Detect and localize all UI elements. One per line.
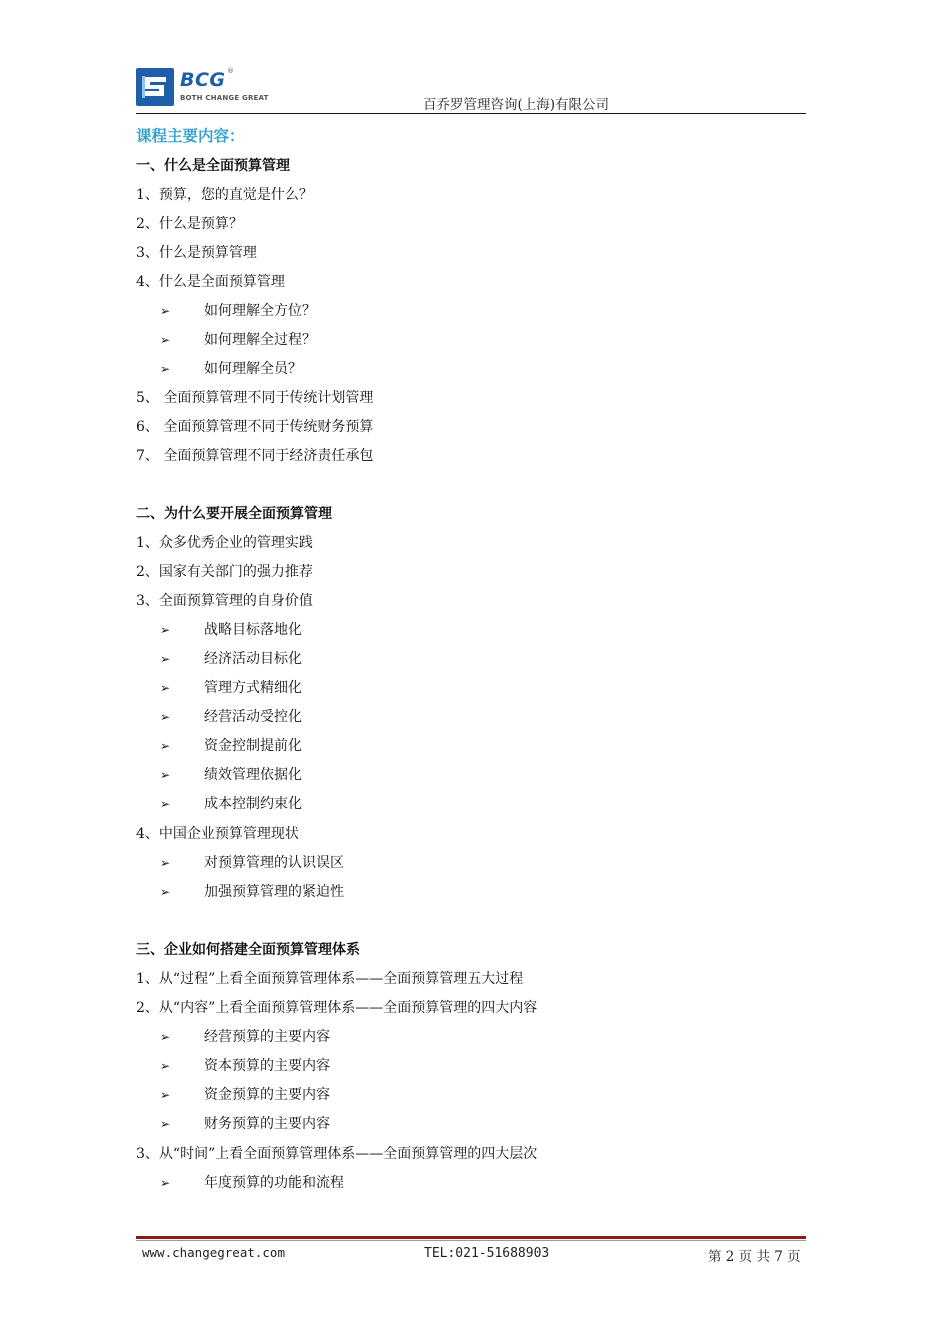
- arrow-bullet-icon: ➢: [160, 739, 171, 753]
- bullet-item: [160, 359, 302, 379]
- arrow-bullet-icon: ➢: [160, 623, 171, 637]
- bullet-text: 如何理解全员？: [204, 361, 302, 377]
- logo-subtitle: BOTH CHANGE GREAT: [180, 94, 269, 102]
- bullet-text: 资金控制提前化: [204, 738, 302, 754]
- arrow-bullet-icon: ➢: [160, 885, 171, 899]
- section-heading: 一、什么是全面预算管理: [136, 158, 290, 174]
- bullet-item: [160, 678, 302, 698]
- list-item: 7、 全面预算管理不同于经济责任承包: [136, 448, 374, 464]
- arrow-bullet-icon: ➢: [160, 1030, 171, 1044]
- list-item: 3、从“时间”上看全面预算管理体系——全面预算管理的四大层次: [136, 1146, 538, 1162]
- section-heading: 二、为什么要开展全面预算管理: [136, 506, 332, 522]
- bcg-logo: [136, 68, 276, 108]
- list-item: 4、什么是全面预算管理: [136, 274, 285, 290]
- bullet-item: [160, 707, 302, 727]
- registered-mark: ®: [227, 67, 234, 75]
- list-item: 1、预算，您的直觉是什么？: [136, 187, 313, 203]
- bullet-text: 年度预算的功能和流程: [204, 1175, 344, 1191]
- bullet-item: [160, 1173, 344, 1193]
- footer-website: www.changegreat.com: [142, 1245, 285, 1260]
- bullet-text: 绩效管理依据化: [204, 767, 302, 783]
- bullet-item: [160, 794, 302, 814]
- section-heading: 三、企业如何搭建全面预算管理体系: [136, 942, 360, 958]
- bullet-item: [160, 301, 316, 321]
- list-item: 4、中国企业预算管理现状: [136, 826, 299, 842]
- arrow-bullet-icon: ➢: [160, 333, 171, 347]
- bullet-text: 加强预算管理的紧迫性: [204, 884, 344, 900]
- bullet-text: 对预算管理的认识误区: [204, 855, 344, 871]
- header-divider: [136, 113, 806, 114]
- list-item: 2、什么是预算？: [136, 216, 243, 232]
- bullet-item: [160, 1027, 330, 1047]
- arrow-bullet-icon: ➢: [160, 1088, 171, 1102]
- bullet-item: [160, 1085, 330, 1105]
- arrow-bullet-icon: ➢: [160, 797, 171, 811]
- list-item: 6、 全面预算管理不同于传统财务预算: [136, 419, 374, 435]
- list-item: 5、 全面预算管理不同于传统计划管理: [136, 390, 374, 406]
- arrow-bullet-icon: ➢: [160, 652, 171, 666]
- bullet-text: 成本控制约束化: [204, 796, 302, 812]
- company-name: 百乔罗管理咨询(上海)有限公司: [423, 97, 610, 113]
- footer-divider-gray: [136, 1240, 806, 1241]
- list-item: 2、国家有关部门的强力推荐: [136, 564, 313, 580]
- bullet-text: 如何理解全过程？: [204, 332, 316, 348]
- list-item: 1、众多优秀企业的管理实践: [136, 535, 313, 551]
- bullet-text: 管理方式精细化: [204, 680, 302, 696]
- arrow-bullet-icon: ➢: [160, 304, 171, 318]
- logo-mark-icon: [136, 68, 174, 106]
- bullet-item: [160, 1056, 330, 1076]
- arrow-bullet-icon: ➢: [160, 681, 171, 695]
- arrow-bullet-icon: ➢: [160, 362, 171, 376]
- arrow-bullet-icon: ➢: [160, 710, 171, 724]
- course-title: 课程主要内容：: [136, 126, 245, 145]
- bullet-item: [160, 620, 302, 640]
- bullet-item: [160, 765, 302, 785]
- bullet-text: 经营预算的主要内容: [204, 1029, 330, 1045]
- footer-divider-red: [136, 1236, 806, 1239]
- logo-text: BCG: [180, 69, 226, 91]
- bullet-item: [160, 330, 316, 350]
- bullet-text: 财务预算的主要内容: [204, 1116, 330, 1132]
- bullet-item: [160, 649, 302, 669]
- bullet-text: 如何理解全方位？: [204, 303, 316, 319]
- list-item: 2、从“内容”上看全面预算管理体系——全面预算管理的四大内容: [136, 1000, 538, 1016]
- arrow-bullet-icon: ➢: [160, 856, 171, 870]
- bullet-item: [160, 736, 302, 756]
- bullet-text: 经营活动受控化: [204, 709, 302, 725]
- arrow-bullet-icon: ➢: [160, 1117, 171, 1131]
- bullet-item: [160, 882, 344, 902]
- page-number: 第 2 页 共 7 页: [708, 1249, 801, 1265]
- bullet-text: 资本预算的主要内容: [204, 1058, 330, 1074]
- bullet-text: 经济活动目标化: [204, 651, 302, 667]
- footer-telephone: TEL:021-51688903: [424, 1246, 550, 1261]
- bullet-item: [160, 1114, 330, 1134]
- arrow-bullet-icon: ➢: [160, 1176, 171, 1190]
- list-item: 3、全面预算管理的自身价值: [136, 593, 313, 609]
- list-item: 1、从“过程”上看全面预算管理体系——全面预算管理五大过程: [136, 971, 524, 987]
- bullet-item: [160, 853, 344, 873]
- arrow-bullet-icon: ➢: [160, 768, 171, 782]
- bullet-text: 战略目标落地化: [204, 622, 302, 638]
- arrow-bullet-icon: ➢: [160, 1059, 171, 1073]
- list-item: 3、什么是预算管理: [136, 245, 257, 261]
- bullet-text: 资金预算的主要内容: [204, 1087, 330, 1103]
